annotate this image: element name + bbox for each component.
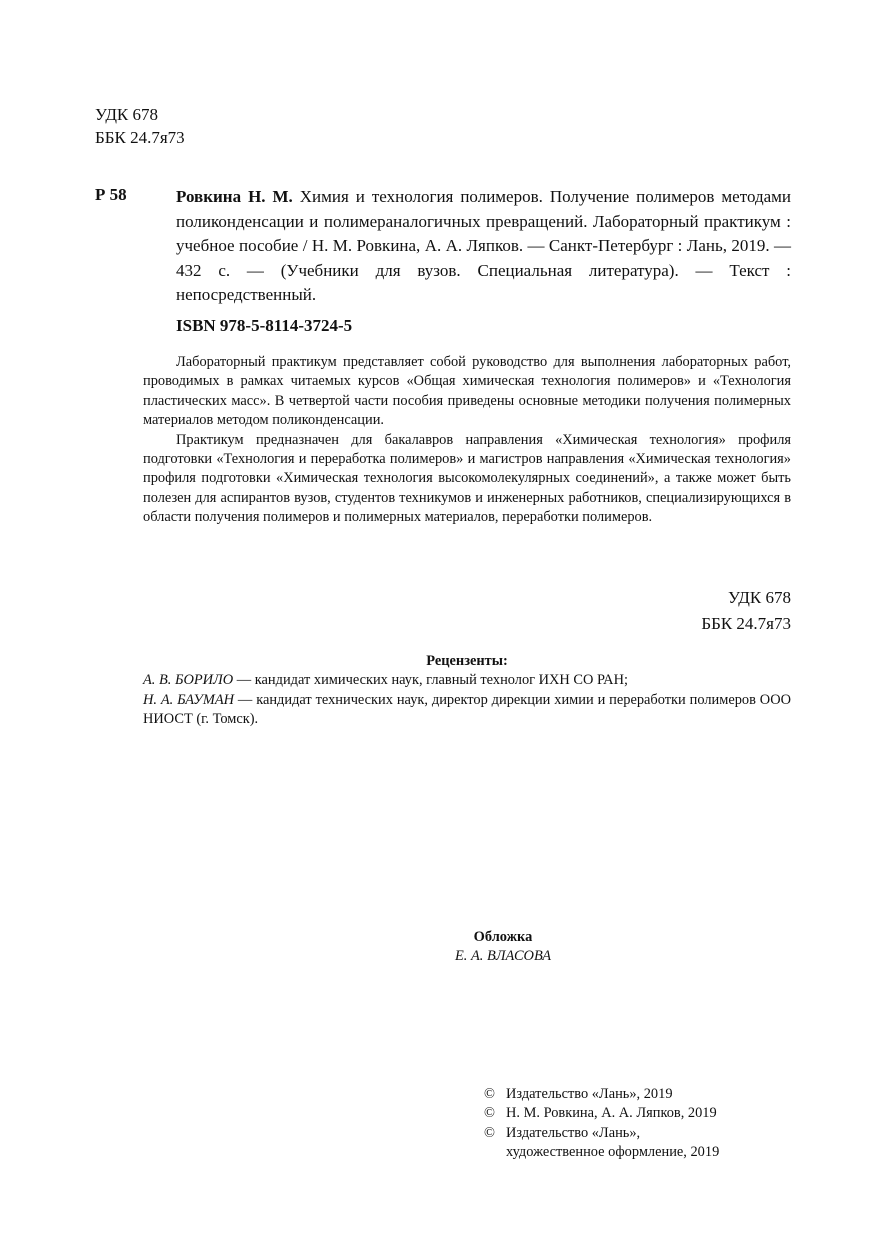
copyright-line: © Н. М. Ровкина, А. А. Ляпков, 2019 <box>484 1104 719 1123</box>
annotation-paragraph: Лабораторный практикум представляет собой руководство для выполнения лабораторных работ, проводимых в рамках читаемых курсов «Общая химическая технология полимеров» и «Технология пластических масс». В четвертой части пособия приведены основные методики получения полимерных материалов методом поликонденсации. <box>143 354 791 429</box>
reviewers-block <box>143 652 791 730</box>
classification-block-right <box>701 585 791 637</box>
classification-block <box>95 103 185 149</box>
copyright-line: © Издательство «Лань», художественное оформление, 2019 <box>484 1124 720 1161</box>
copyright-icon: © <box>484 1105 495 1122</box>
copyright-icon: © <box>484 1124 495 1141</box>
author-name: Ровкина Н. М. <box>176 187 293 206</box>
description-text: Химия и технология полимеров. Получение полимеров методами поликонденсации и полимераналогичных превращений. Лабораторный практикум : учебное пособие / Н. М. Ровкина, А. А. Ляпков. — Санкт-Петербург : Лань, 2019. — 432 с. — (Учебники для вузов. Специальная литература). — Текст : непосредственный. <box>176 187 791 305</box>
bbk-code: ББК 24.7я73 <box>701 614 791 633</box>
reviewers-title: Рецензенты: <box>426 653 508 669</box>
cover-designer: Е. А. ВЛАСОВА <box>455 948 551 964</box>
udk-code: УДК 678 <box>95 105 159 124</box>
reviewer-entry <box>143 671 791 690</box>
copyright-icon: © <box>484 1086 495 1102</box>
copyright-line: © Издательство «Лань», 2019 <box>484 1085 719 1104</box>
reviewer-entry <box>143 691 791 730</box>
bbk-code: ББК 24.7я73 <box>95 128 185 147</box>
reviewer-name: Н. А. БАУМАН <box>143 691 235 708</box>
reviewer-info: — кандидат химических наук, главный технолог ИХН СО РАН; <box>233 672 628 689</box>
cover-title: Обложка <box>473 929 533 945</box>
reviewer-info: — кандидат технических наук, директор дирекции химии и переработки полимеров ООО НИОСТ (г. Томск). <box>143 691 791 728</box>
annotation-paragraph: Практикум предназначен для бакалавров направления «Химическая технология» профиля подготовки «Технология и переработка полимеров» и магистров направления «Химическая технология» профиля подготовки «Химическая технология высокомолекулярных соединений», а также может быть полезен для аспирантов вузов, студентов техникумов и инженерных работников, специализирующихся в области получения полимеров и полимерных материалов, переработки полимеров. <box>143 431 791 526</box>
cover-credit <box>143 928 863 966</box>
copyright-block <box>484 1085 719 1163</box>
annotation <box>143 353 791 528</box>
isbn: ISBN 978-5-8114-3724-5 <box>176 316 353 335</box>
bibliographic-description <box>176 185 791 308</box>
author-sign: Р 58 <box>95 185 127 204</box>
reviewer-name: А. В. БОРИЛО <box>143 672 234 689</box>
udk-code: УДК 678 <box>727 588 791 607</box>
